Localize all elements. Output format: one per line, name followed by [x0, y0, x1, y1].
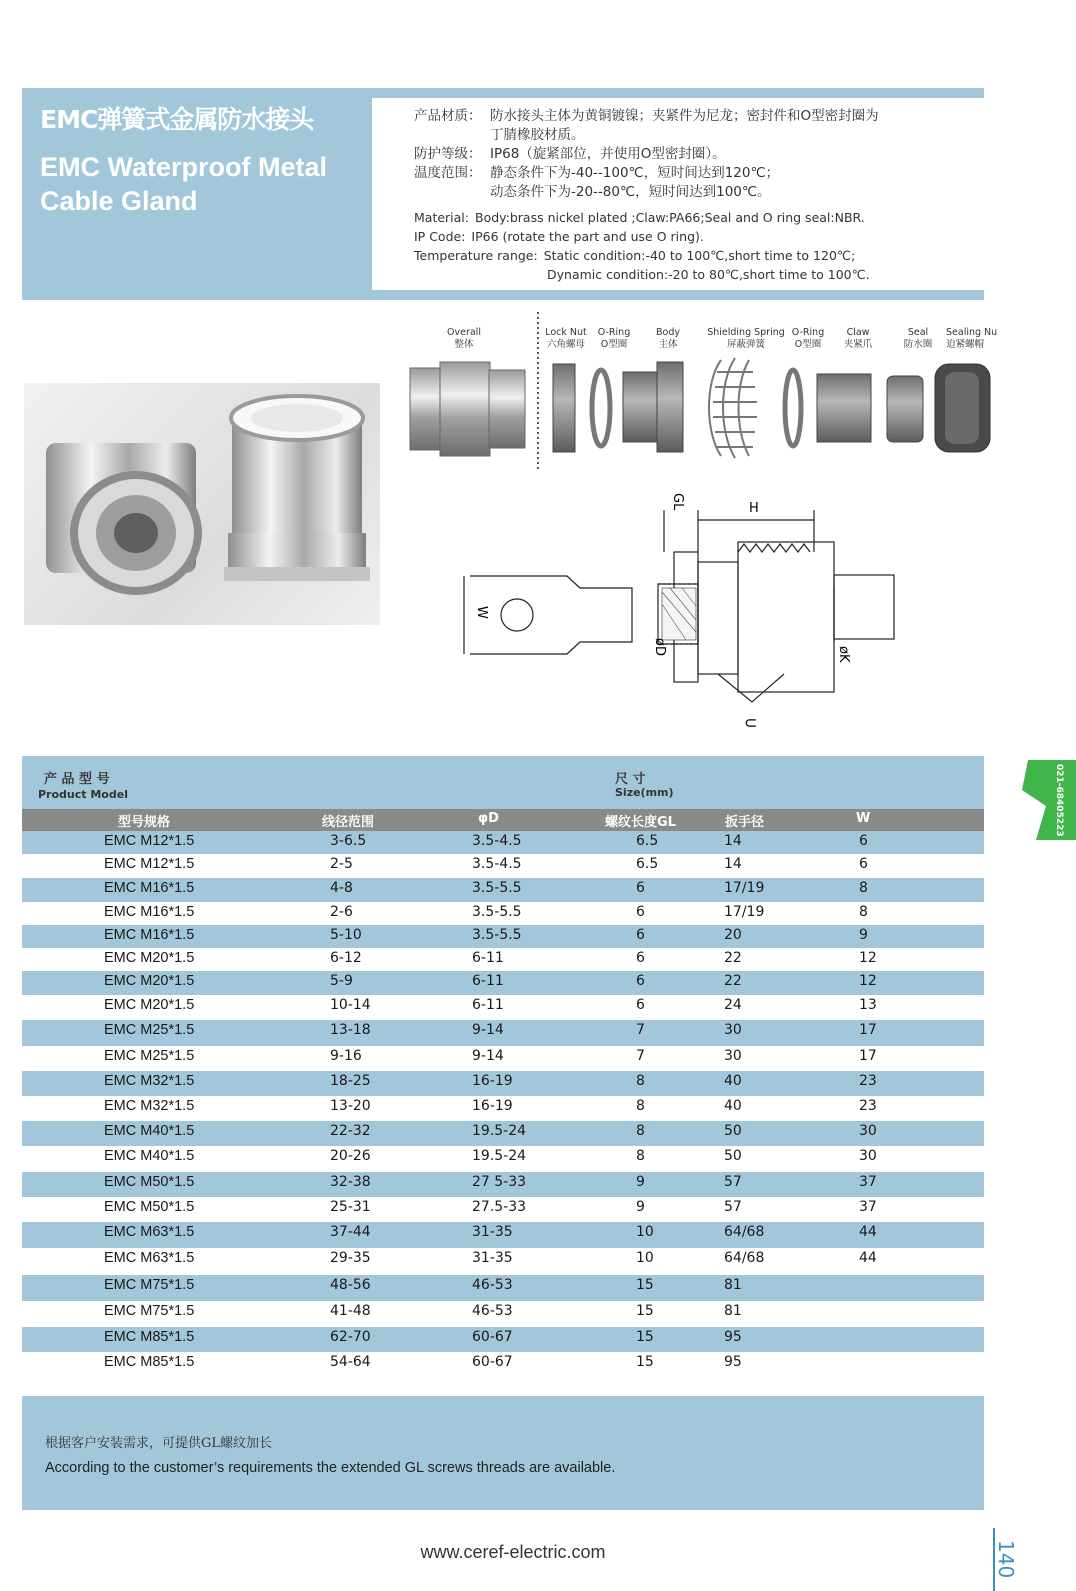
dim-od-label: øD: [652, 638, 667, 656]
cell-w: 23: [859, 1073, 877, 1089]
cell-model: EMC M25*1.5: [104, 1022, 195, 1038]
cell-cable-range: 2-6: [330, 904, 353, 920]
cell-od: 19.5-24: [472, 1148, 527, 1164]
cell-gl: 9: [636, 1174, 645, 1190]
cell-gl: 6: [636, 880, 645, 896]
cell-cable-range: 13-18: [330, 1022, 371, 1038]
product-model-cn: 产 品 型 号: [44, 772, 110, 787]
cell-w: 23: [859, 1098, 877, 1114]
part-label-seal: Seal 防水圈: [903, 327, 933, 350]
product-photo: [24, 383, 380, 625]
cell-wrench: 95: [724, 1354, 742, 1370]
cell-cable-range: 62-70: [330, 1329, 371, 1345]
col-wrench: 扳手径: [725, 815, 765, 830]
cell-gl: 15: [636, 1354, 654, 1370]
cell-cable-range: 18-25: [330, 1073, 371, 1089]
cell-wrench: 14: [724, 856, 742, 872]
cell-wrench: 14: [724, 833, 742, 849]
part-label-lock-nut: Lock Nut 六角螺母: [545, 327, 587, 350]
cell-w: 9: [859, 927, 868, 943]
cell-wrench: 20: [724, 927, 742, 943]
cell-gl: 8: [636, 1123, 645, 1139]
cell-od: 6-11: [472, 973, 504, 989]
cell-cable-range: 5-9: [330, 973, 353, 989]
product-model-en: Product Model: [38, 788, 128, 801]
side-tab-text: 021-68405223: [1054, 764, 1064, 837]
cell-model: EMC M50*1.5: [104, 1174, 195, 1190]
page-number: 140: [994, 1540, 1018, 1579]
cell-od: 9-14: [472, 1048, 504, 1064]
cell-model: EMC M85*1.5: [104, 1354, 195, 1370]
technical-drawing: [462, 492, 922, 742]
cell-gl: 6: [636, 927, 645, 943]
cell-cable-range: 37-44: [330, 1224, 371, 1240]
cell-wrench: 24: [724, 997, 742, 1013]
cell-model: EMC M16*1.5: [104, 880, 195, 896]
cell-cable-range: 54-64: [330, 1354, 371, 1370]
spec-en-block: Material: Body:brass nickel plated ;Claw:PA66;Seal and O ring seal:NBR. IP Code: IP66 (rotate the part and use O ring). Temperature range: Static condition:-40 to 100℃,short time to 120℃; Dynamic condition:-20 to 80℃,short time to 100℃.: [414, 210, 870, 282]
cell-model: EMC M12*1.5: [104, 856, 195, 872]
cell-model: EMC M25*1.5: [104, 1048, 195, 1064]
cell-gl: 6: [636, 997, 645, 1013]
cell-od: 6-11: [472, 950, 504, 966]
cell-gl: 8: [636, 1148, 645, 1164]
cell-od: 3.5-4.5: [472, 833, 522, 849]
cell-cable-range: 10-14: [330, 997, 371, 1013]
part-label-o-ring-2: O-Ring O型圈: [791, 327, 825, 350]
cell-wrench: 81: [724, 1303, 742, 1319]
cell-gl: 15: [636, 1329, 654, 1345]
cell-cable-range: 32-38: [330, 1174, 371, 1190]
title-cn: EMC弹簧式金属防水接头: [40, 105, 314, 134]
cell-wrench: 57: [724, 1199, 742, 1215]
cell-w: 37: [859, 1174, 877, 1190]
cell-gl: 8: [636, 1073, 645, 1089]
cell-cable-range: 25-31: [330, 1199, 371, 1215]
size-en: Size(mm): [615, 786, 674, 799]
cell-wrench: 30: [724, 1048, 742, 1064]
note-cn: 根据客户安装需求，可提供GL螺纹加长: [45, 1436, 273, 1451]
cell-w: 30: [859, 1123, 877, 1139]
cell-w: 6: [859, 833, 868, 849]
cell-wrench: 17/19: [724, 904, 765, 920]
cell-model: EMC M20*1.5: [104, 950, 195, 966]
col-od: φD: [478, 811, 499, 826]
cell-gl: 15: [636, 1303, 654, 1319]
cell-wrench: 17/19: [724, 880, 765, 896]
dim-w-label: W: [474, 606, 489, 619]
cell-model: EMC M63*1.5: [104, 1224, 195, 1240]
cell-w: 37: [859, 1199, 877, 1215]
cell-wrench: 50: [724, 1148, 742, 1164]
cell-cable-range: 41-48: [330, 1303, 371, 1319]
cell-gl: 9: [636, 1199, 645, 1215]
cell-wrench: 40: [724, 1098, 742, 1114]
part-label-shielding-spring: Shielding Spring 屏蔽弹簧: [707, 327, 785, 350]
cell-cable-range: 6-12: [330, 950, 362, 966]
cell-model: EMC M75*1.5: [104, 1277, 195, 1293]
cell-od: 3.5-4.5: [472, 856, 522, 872]
cell-od: 31-35: [472, 1224, 513, 1240]
cell-gl: 6.5: [636, 833, 659, 849]
cell-w: 44: [859, 1250, 877, 1266]
cell-wrench: 57: [724, 1174, 742, 1190]
cell-model: EMC M63*1.5: [104, 1250, 195, 1266]
cell-gl: 6: [636, 950, 645, 966]
cell-w: 8: [859, 904, 868, 920]
cell-cable-range: 4-8: [330, 880, 353, 896]
cell-od: 60-67: [472, 1354, 513, 1370]
title-en: EMC Waterproof Metal Cable Gland: [40, 152, 328, 216]
cell-w: 30: [859, 1148, 877, 1164]
col-gl: 螺纹长度GL: [605, 815, 676, 830]
cell-od: 60-67: [472, 1329, 513, 1345]
col-cable-range: 线径范围: [322, 815, 375, 830]
cell-od: 19.5-24: [472, 1123, 527, 1139]
cell-cable-range: 29-35: [330, 1250, 371, 1266]
cell-od: 31-35: [472, 1250, 513, 1266]
cell-wrench: 64/68: [724, 1224, 765, 1240]
cell-gl: 10: [636, 1250, 654, 1266]
col-model: 型号规格: [118, 815, 171, 830]
cell-cable-range: 13-20: [330, 1098, 371, 1114]
cell-gl: 10: [636, 1224, 654, 1240]
cell-model: EMC M40*1.5: [104, 1123, 195, 1139]
cell-cable-range: 3-6.5: [330, 833, 367, 849]
cell-wrench: 22: [724, 973, 742, 989]
cable-gland-photo-image: [24, 383, 380, 625]
part-label-overall: Overall 整体: [447, 327, 481, 350]
cell-w: 17: [859, 1048, 877, 1064]
cell-od: 16-19: [472, 1098, 513, 1114]
cell-wrench: 64/68: [724, 1250, 765, 1266]
cell-model: EMC M16*1.5: [104, 927, 195, 943]
note-en: According to the customer’s requirements the extended GL screws threads are available.: [45, 1460, 616, 1476]
cell-cable-range: 2-5: [330, 856, 353, 872]
cell-model: EMC M32*1.5: [104, 1098, 195, 1114]
cell-model: EMC M75*1.5: [104, 1303, 195, 1319]
cell-od: 46-53: [472, 1303, 513, 1319]
cell-od: 3.5-5.5: [472, 880, 522, 896]
cell-cable-range: 48-56: [330, 1277, 371, 1293]
part-label-sealing-nut: Sealing Nu 迫紧螺帽: [946, 327, 998, 350]
cell-od: 9-14: [472, 1022, 504, 1038]
cell-gl: 6: [636, 904, 645, 920]
cell-cable-range: 22-32: [330, 1123, 371, 1139]
part-label-body: Body 主体: [656, 327, 680, 350]
part-label-claw: Claw 夹紧爪: [843, 327, 873, 350]
cell-od: 16-19: [472, 1073, 513, 1089]
cell-wrench: 22: [724, 950, 742, 966]
cell-w: 17: [859, 1022, 877, 1038]
cell-cable-range: 5-10: [330, 927, 362, 943]
footer-url[interactable]: www.ceref-electric.com: [420, 1542, 606, 1562]
dim-h-label: H: [749, 501, 759, 516]
note-band: [22, 1396, 984, 1510]
cell-model: EMC M32*1.5: [104, 1073, 195, 1089]
spec-cn-block: 产品材质： 防水接头主体为黄铜镀镍；夹紧件为尼龙；密封件和O型密封圈为 丁腈橡胶材质。 防护等级： IP68（旋紧部位，并使用O型密封圈）。 温度范围： 静态条件下为-40--100℃，短时间达到120℃； 动态条件下为-20--80℃，短时间达到100℃。: [414, 108, 879, 200]
cell-gl: 15: [636, 1277, 654, 1293]
cell-wrench: 40: [724, 1073, 742, 1089]
cell-od: 27 5-33: [472, 1174, 527, 1190]
cell-w: 12: [859, 950, 877, 966]
cell-w: 44: [859, 1224, 877, 1240]
cell-model: EMC M16*1.5: [104, 904, 195, 920]
cell-od: 3.5-5.5: [472, 904, 522, 920]
cell-model: EMC M85*1.5: [104, 1329, 195, 1345]
cell-gl: 7: [636, 1022, 645, 1038]
cell-model: EMC M20*1.5: [104, 997, 195, 1013]
size-cn: 尺 寸: [615, 772, 646, 787]
dim-ok-label: øK: [836, 646, 851, 663]
wrench-symbol: ⊂: [744, 713, 758, 732]
table-header-band: [22, 756, 984, 809]
cell-model: EMC M12*1.5: [104, 833, 195, 849]
cell-od: 6-11: [472, 997, 504, 1013]
cell-cable-range: 9-16: [330, 1048, 362, 1064]
exploded-view-drawing: [405, 312, 1005, 482]
cell-w: 8: [859, 880, 868, 896]
cell-wrench: 81: [724, 1277, 742, 1293]
cell-w: 13: [859, 997, 877, 1013]
cell-od: 27.5-33: [472, 1199, 527, 1215]
cell-w: 12: [859, 973, 877, 989]
cell-gl: 6.5: [636, 856, 659, 872]
cell-gl: 6: [636, 973, 645, 989]
cell-wrench: 50: [724, 1123, 742, 1139]
cell-model: EMC M40*1.5: [104, 1148, 195, 1164]
cell-od: 3.5-5.5: [472, 927, 522, 943]
cell-cable-range: 20-26: [330, 1148, 371, 1164]
part-label-o-ring-1: O-Ring O型圈: [597, 327, 631, 350]
cell-gl: 8: [636, 1098, 645, 1114]
cell-model: EMC M50*1.5: [104, 1199, 195, 1215]
cell-w: 6: [859, 856, 868, 872]
dim-gl-label: GL: [670, 493, 685, 511]
cell-wrench: 30: [724, 1022, 742, 1038]
cell-od: 46-53: [472, 1277, 513, 1293]
cell-gl: 7: [636, 1048, 645, 1064]
cell-model: EMC M20*1.5: [104, 973, 195, 989]
cell-wrench: 95: [724, 1329, 742, 1345]
col-w: W: [856, 811, 871, 826]
